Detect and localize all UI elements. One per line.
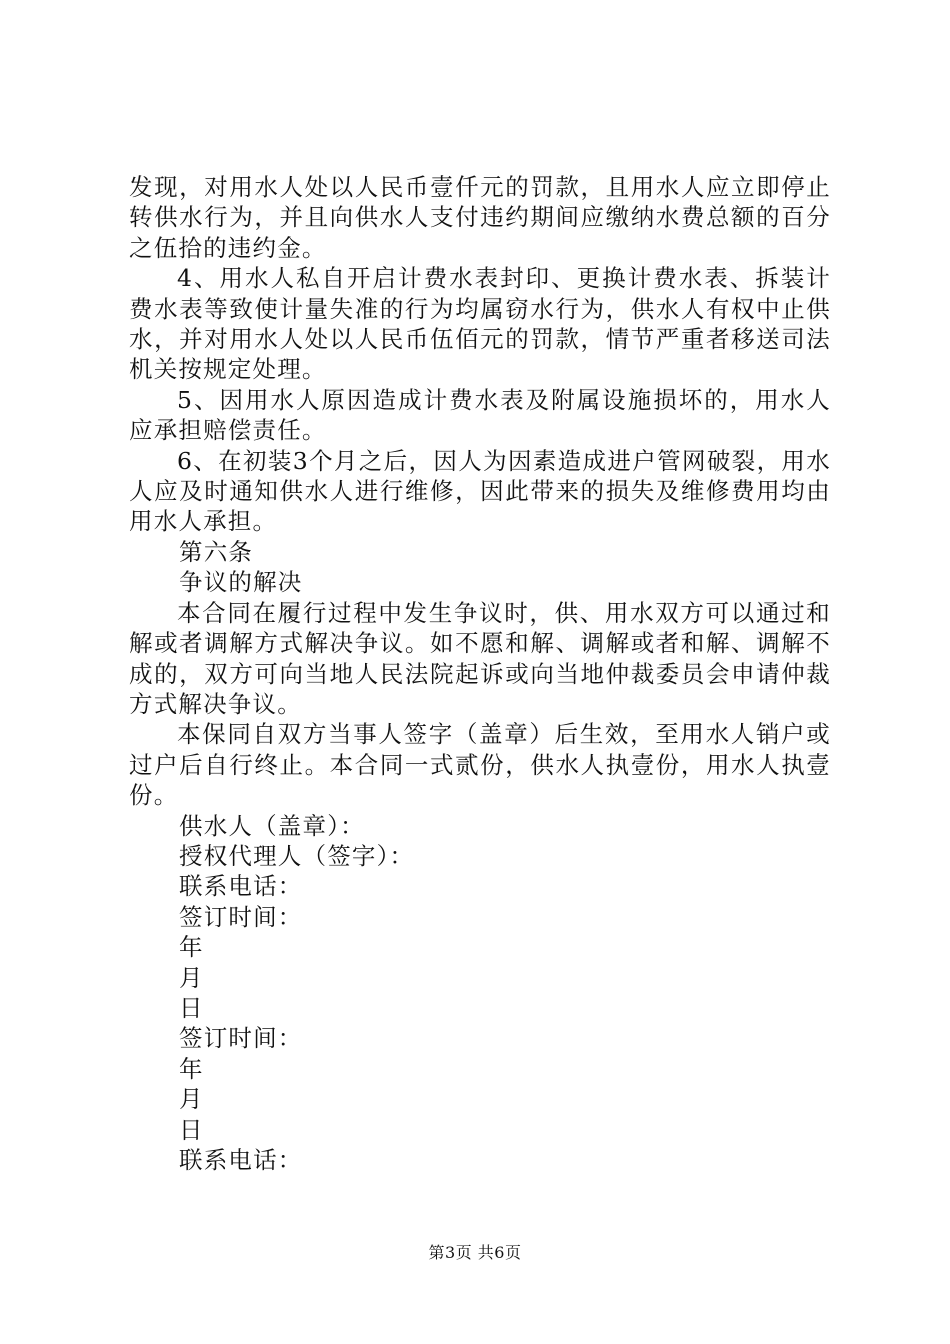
signature-line: 签订时间： [179,902,303,931]
effectiveness-paragraph: 本保同自双方当事人签字（盖章）后生效，至用水人销户或过户后自行终止。本合同一式贰份，供水人执壹份，用水人执壹份。 [129,720,831,810]
document-body [129,172,831,1175]
clause-5: 5、因用水人原因造成计费水表及附属设施损坏的，用水人应承担赔偿责任。 [129,385,831,445]
paragraph-continuation: 发现，对用水人处以人民币壹仟元的罚款，且用水人应立即停止转供水行为，并且向供水人支付违约期间应缴纳水费总额的百分之伍拾的违约金。 [129,173,831,262]
signature-line: 供水人（盖章）： [179,811,365,840]
signature-line: 签订时间： [179,1024,303,1053]
page-footer: 第3页 共6页 [428,1243,522,1262]
article-number: 第六条 [179,537,254,566]
signature-line: 日 [179,993,204,1022]
signature-line: 联系电话： [179,872,303,901]
signature-line: 授权代理人（签字）： [179,841,415,870]
signature-line: 月 [179,1085,204,1114]
signature-block [129,811,831,1176]
signature-line: 联系电话： [179,1146,303,1174]
clause-6: 6、在初装3个月之后，因人为因素造成进户管网破裂，用水人应及时通知供水人进行维修，因此带来的损失及维修费用均由用水人承担。 [129,446,831,536]
clause-4: 4、用水人私自开启计费水表封印、更换计费水表、拆装计费水表等致使计量失准的行为均属窃水行为，供水人有权中止供水，并对用水人处以人民币伍佰元的罚款，情节严重者移送司法机关按规定处理。 [129,264,831,384]
signature-line: 月 [179,963,204,992]
dispute-resolution-paragraph: 本合同在履行过程中发生争议时，供、用水双方可以通过和解或者调解方式解决争议。如不愿和解、调解或者和解、调解不成的，双方可向当地人民法院起诉或向当地仲裁委员会申请仲裁方式解决争议。 [129,598,831,718]
signature-line: 年 [179,1054,204,1083]
article-title: 争议的解决 [179,568,303,597]
signature-line: 年 [179,933,204,962]
signature-line: 日 [179,1115,204,1144]
